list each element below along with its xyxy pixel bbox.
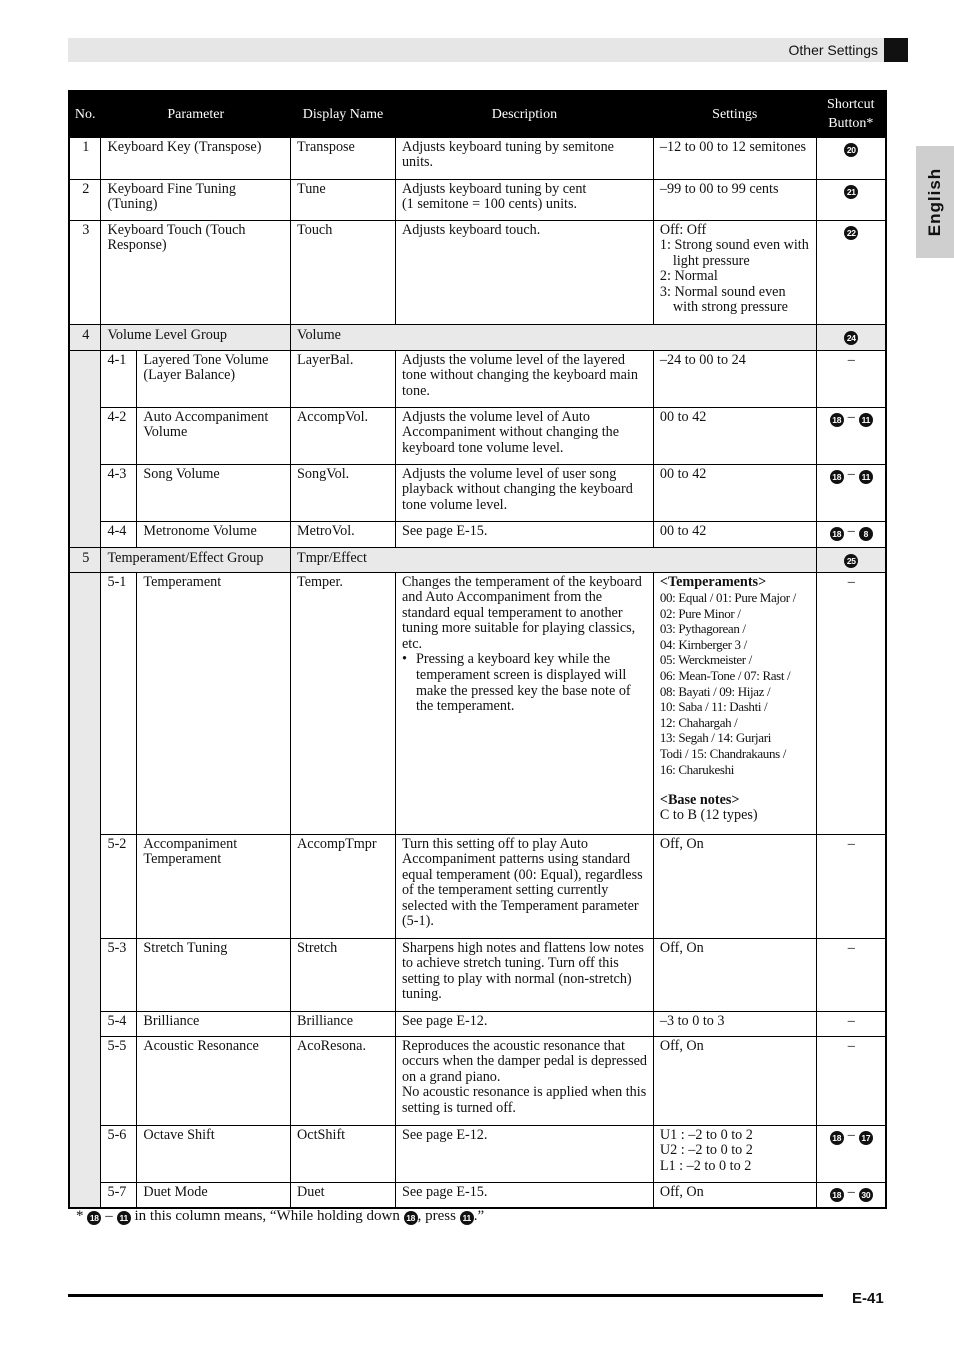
table-row: 3 Keyboard Touch (Touch Response) Touch Adjusts keyboard touch. Off: Off 1: Strong sound even with light pressure 2: Normal 3: Normal sound even with strong pressure 22 — [69, 220, 886, 324]
table-header-row — [69, 91, 886, 137]
shortcut-button-icon: 25 — [844, 554, 858, 568]
group-gutter — [69, 350, 101, 547]
shortcut-button-icon: 20 — [844, 143, 858, 157]
col-header-parameter: Parameter — [101, 91, 291, 137]
shortcut-button-icon: 22 — [844, 226, 858, 240]
col-header-description: Description — [395, 91, 653, 137]
shortcut-button-icon: 8 — [859, 527, 873, 541]
table-row: 5-1 Temperament Temper. Changes the temperament of the keyboard and Auto Accompaniment from the standard equal temperament to another tuning more suitable for playing classics, etc. • Pressing a keyboard key while the temperament screen is displayed will make the pressed key the base note of the temperament. <Temperaments> 00: Equal / 01: Pure Major / 02: Pure Minor / 03: Pythagorean / 04: Kirnberger 3 / 05: Werckmeister / 06: Mean-Tone / 07: Rast / 08: Bayati / 09: Hijaz / 10: Saba / 11: Dashti / 12: Chahargah / 13: Segah / 14: Gurjari Todi / 15: Chandrakauns / 16: Charukeshi <Base notes> C to B (12 types) – — [69, 572, 886, 834]
page-number: E-41 — [852, 1290, 884, 1307]
shortcut-button-icon: 18 — [830, 413, 844, 427]
shortcut-button-icon: 21 — [844, 185, 858, 199]
shortcut-button-icon: 30 — [859, 1188, 873, 1202]
table-row: 4-1 Layered Tone Volume (Layer Balance) LayerBal. Adjusts the volume level of the layered tone without changing the keyboard main tone. –24 to 00 to 24 – — [69, 350, 886, 407]
table-row: 4-4 Metronome Volume MetroVol. See page E-15. 00 to 42 18 – 8 — [69, 521, 886, 547]
shortcut-button-icon: 18 — [404, 1211, 418, 1225]
table-row: 5-4 Brilliance Brilliance See page E-12. –3 to 0 to 3 – — [69, 1011, 886, 1036]
shortcut-button-icon: 11 — [859, 470, 873, 484]
shortcut-button-icon: 11 — [117, 1211, 131, 1225]
header-bar — [68, 38, 908, 62]
table-row: 2 Keyboard Fine Tuning (Tuning) Tune Adjusts keyboard tuning by cent (1 semitone = 100 cents) units. –99 to 00 to 99 cents 21 — [69, 179, 886, 220]
col-header-no: No. — [69, 91, 101, 137]
shortcut-button-icon: 18 — [87, 1211, 101, 1225]
col-header-settings: Settings — [653, 91, 816, 137]
language-tab — [916, 146, 954, 258]
group-row-volume: 4 Volume Level Group Volume 24 — [69, 324, 886, 350]
parameter-table — [68, 90, 887, 1209]
table-row: 5-7 Duet Mode Duet See page E-15. Off, On 18 – 30 — [69, 1182, 886, 1208]
table-row: 1 Keyboard Key (Transpose) Transpose Adjusts keyboard tuning by semitone units. –12 to 00 to 12 semitones 20 — [69, 137, 886, 179]
shortcut-button-icon: 24 — [844, 331, 858, 345]
shortcut-button-icon: 11 — [460, 1211, 474, 1225]
table-row: 5-6 Octave Shift OctShift See page E-12. U1 : –2 to 0 to 2 U2 : –2 to 0 to 2 L1 : –2 to 0 to 2 18 – 17 — [69, 1125, 886, 1182]
shortcut-button-icon: 11 — [859, 413, 873, 427]
table-row: 4-2 Auto Accompaniment Volume AccompVol. Adjusts the volume level of Auto Accompaniment without changing the keyboard tone volume level. 00 to 42 18 – 11 — [69, 407, 886, 464]
col-header-display-name: Display Name — [291, 91, 396, 137]
shortcut-button-icon: 17 — [859, 1131, 873, 1145]
table-row: 4-3 Song Volume SongVol. Adjusts the volume level of user song playback without changing the keyboard tone volume level. 00 to 42 18 – 11 — [69, 464, 886, 521]
header-tab-marker — [884, 38, 908, 62]
footer-rule — [68, 1294, 823, 1297]
col-header-shortcut: Shortcut Button* — [816, 91, 886, 137]
table-row: 5-3 Stretch Tuning Stretch Sharpens high notes and flattens low notes to achieve stretch tuning. Turn off this setting to play with normal (non-stretch) tuning. Off, On – — [69, 938, 886, 1011]
table-row: 5-5 Acoustic Resonance AcoResona. Reproduces the acoustic resonance that occurs when the damper pedal is depressed on a grand piano. No acoustic resonance is applied when this setting is turned off. Off, On – — [69, 1036, 886, 1125]
shortcut-button-icon: 18 — [830, 1131, 844, 1145]
section-title: Other Settings — [788, 42, 878, 58]
shortcut-button-icon: 18 — [830, 527, 844, 541]
group-gutter — [69, 572, 101, 1208]
shortcut-button-icon: 18 — [830, 470, 844, 484]
footnote: * 18 – 11 in this column means, “While holding down 18 , press 11 .” — [76, 1208, 485, 1224]
group-row-temperament-effect: 5 Temperament/Effect Group Tmpr/Effect 25 — [69, 547, 886, 572]
shortcut-button-icon: 18 — [830, 1188, 844, 1202]
table-row: 5-2 Accompaniment Temperament AccompTmpr Turn this setting off to play Auto Accompaniment patterns using standard equal temperament (00: Equal), regardless of the temperament setting currently selected with the Temperament parameter (5-1). Off, On – — [69, 834, 886, 938]
language-tab-label: English — [925, 167, 944, 237]
